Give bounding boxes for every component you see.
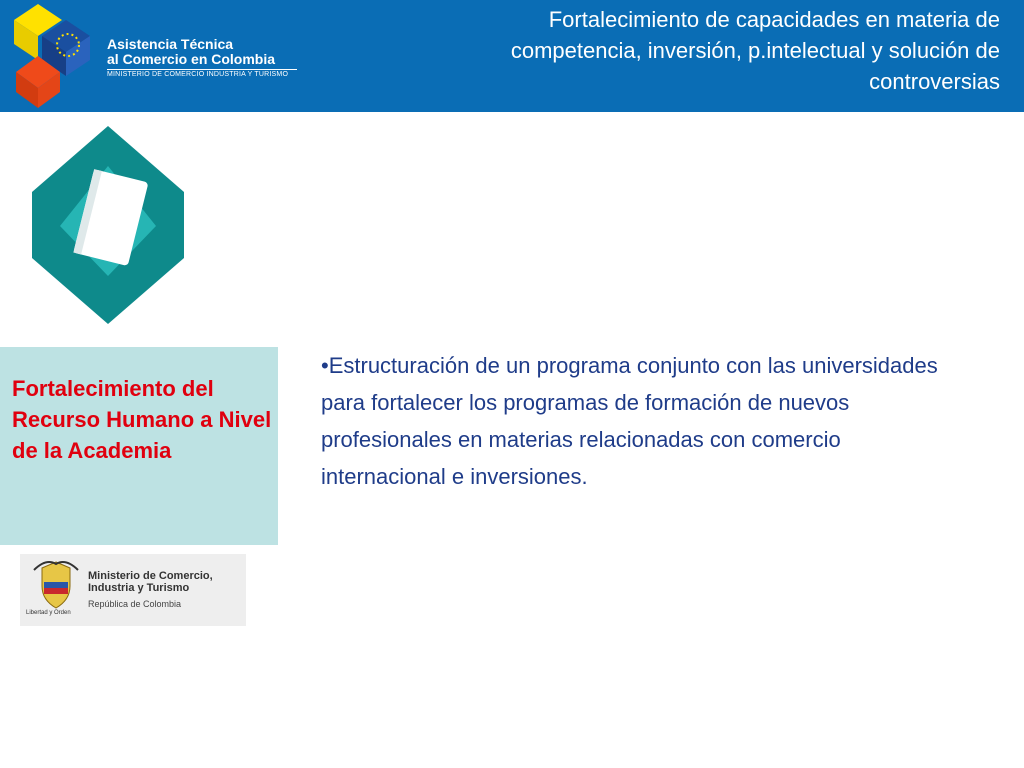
ministry-logo: [20, 554, 246, 626]
book-emblem-icon: [32, 126, 184, 324]
brand-line-2: al Comercio en Colombia: [107, 51, 276, 67]
page-title: Fortalecimiento de capacidades en materia de competencia, inversión, p.intelectual y solución de controversias: [510, 7, 1000, 94]
ministry-country: República de Colombia: [88, 599, 182, 609]
brand-line-1: Asistencia Técnica: [107, 36, 234, 52]
motto-label: Libertad y Orden: [26, 610, 71, 616]
ministry-name: [88, 570, 213, 594]
brand-logo: [10, 0, 310, 112]
ministry-line-1: Ministerio de Comercio,: [88, 570, 213, 582]
ministry-line-2: Industria y Turismo: [88, 582, 190, 594]
brand-divider: [107, 69, 297, 70]
header-bar: [0, 0, 1024, 112]
topic-title: Fortalecimiento del Recurso Humano a Nivel de la Academia: [12, 376, 272, 463]
brand-subtitle: MINISTERIO DE COMERCIO INDUSTRIA Y TURISMO: [107, 71, 289, 78]
bullet-paragraph: •Estructuración de un programa conjunto con las universidades para fortalecer los programas de formación de nuevos profesionales en materias relacionadas con comercio internacional e inversiones.: [321, 353, 938, 489]
brand-name: [107, 37, 275, 67]
cube-logo-icon: [10, 0, 110, 112]
coat-of-arms-icon: [26, 556, 86, 616]
